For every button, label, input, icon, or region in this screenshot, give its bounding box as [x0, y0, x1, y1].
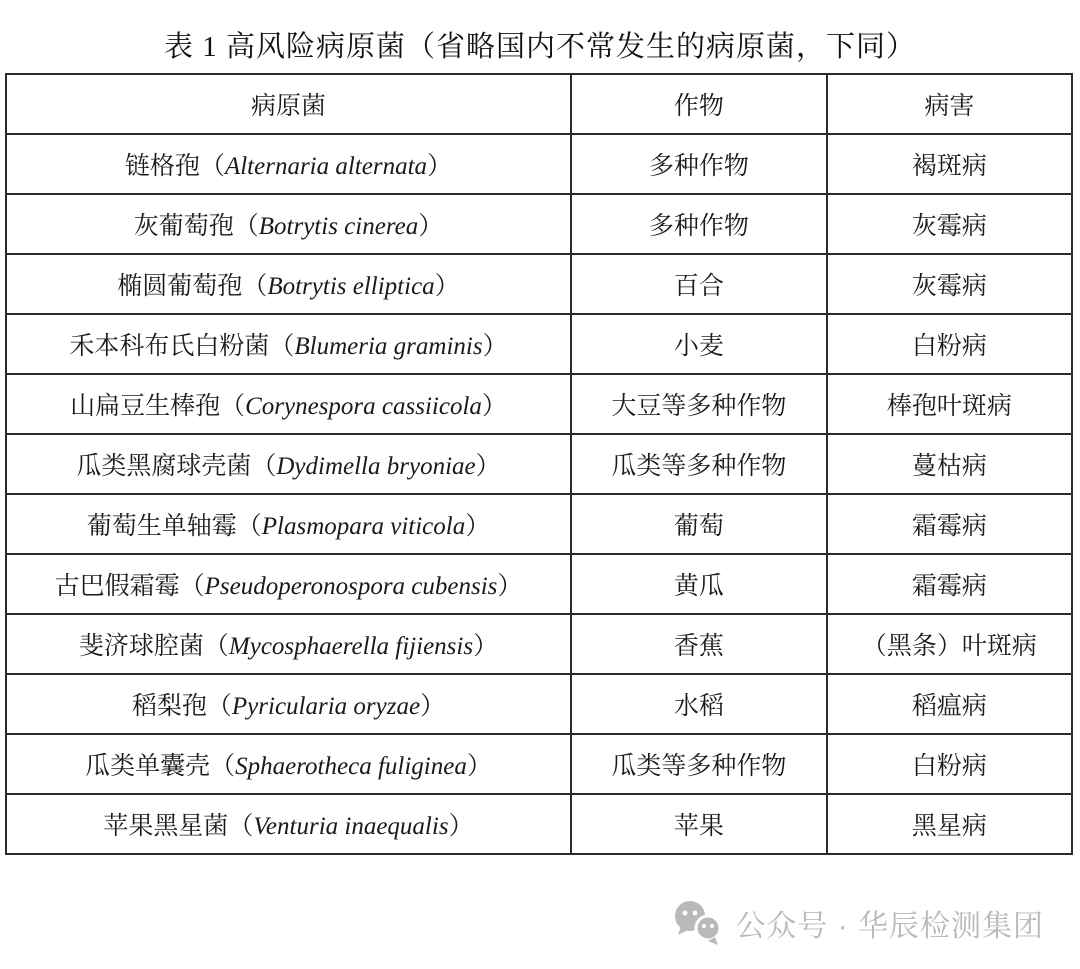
- pathogen-name-latin: Plasmopara viticola: [261, 513, 466, 540]
- pathogen-name-cn: 禾本科布氏白粉菌: [69, 333, 270, 360]
- paren-open: （: [199, 153, 225, 180]
- pathogen-name-cn: 山扁豆生棒孢: [70, 393, 221, 420]
- pathogen-cell: [6, 314, 571, 374]
- paren-open: （: [210, 753, 236, 780]
- disease-cell: 白粉病: [827, 314, 1072, 374]
- disease-cell: 白粉病: [827, 734, 1072, 794]
- crop-cell: 小麦: [571, 314, 827, 374]
- paren-close: ）: [418, 213, 444, 240]
- table-row: [6, 314, 1072, 374]
- pathogen-name-latin: Botrytis elliptica: [267, 273, 435, 300]
- crop-cell: 百合: [571, 254, 827, 314]
- pathogen-cell: [6, 134, 571, 194]
- disease-cell: 霜霉病: [827, 554, 1072, 614]
- pathogen-cell: [6, 554, 571, 614]
- pathogen-name-latin: Pseudoperonospora cubensis: [204, 573, 498, 600]
- table-row: [6, 374, 1072, 434]
- col-header-disease: 病害: [827, 74, 1072, 134]
- disease-cell: 棒孢叶斑病: [827, 374, 1072, 434]
- header-row: [6, 74, 1072, 134]
- pathogen-name-latin: Blumeria graminis: [294, 333, 483, 360]
- pathogen-cell: [6, 374, 571, 434]
- pathogen-name-cn: 苹果黑星菌: [103, 813, 229, 840]
- crop-cell: 水稻: [571, 674, 827, 734]
- paren-close: ）: [465, 513, 491, 540]
- pathogen-name-cn: 瓜类黑腐球壳菌: [76, 453, 252, 480]
- crop-cell: 瓜类等多种作物: [571, 434, 827, 494]
- crop-cell: 多种作物: [571, 194, 827, 254]
- paren-close: ）: [475, 453, 501, 480]
- pathogen-name-cn: 葡萄生单轴霉: [86, 513, 237, 540]
- paren-close: ）: [434, 273, 460, 300]
- pathogen-cell: [6, 614, 571, 674]
- table-title: 表 1 高风险病原菌（省略国内不常发生的病原菌，下同）: [163, 31, 916, 63]
- pathogen-cell: [6, 674, 571, 734]
- disease-cell: 稻瘟病: [827, 674, 1072, 734]
- crop-cell: 大豆等多种作物: [571, 374, 827, 434]
- pathogen-name-latin: Corynespora cassiicola: [245, 393, 482, 420]
- paren-open: （: [228, 813, 254, 840]
- paren-close: ）: [482, 333, 508, 360]
- disease-cell: 褐斑病: [827, 134, 1072, 194]
- disease-cell: 霜霉病: [827, 494, 1072, 554]
- paren-open: （: [242, 273, 268, 300]
- pathogen-name-cn: 瓜类单囊壳: [85, 753, 211, 780]
- table-row: [6, 794, 1072, 854]
- table-row: [6, 614, 1072, 674]
- paren-close: ）: [420, 693, 446, 720]
- pathogen-cell: [6, 194, 571, 254]
- pathogen-name-cn: 古巴假霜霉: [54, 573, 180, 600]
- pathogen-name-latin: Alternaria alternata: [224, 153, 428, 180]
- table-row: [6, 734, 1072, 794]
- pathogen-name-cn: 椭圆葡萄孢: [117, 273, 243, 300]
- pathogen-name-cn: 斐济球腔菌: [78, 633, 204, 660]
- watermark-text: 公众号 · 华辰检测集团: [735, 910, 1044, 943]
- table-row: [6, 134, 1072, 194]
- table-row: [6, 434, 1072, 494]
- pathogen-name-cn: 稻梨孢: [131, 693, 207, 720]
- table-row: [6, 194, 1072, 254]
- pathogen-cell: [6, 734, 571, 794]
- disease-cell: 灰霉病: [827, 194, 1072, 254]
- pathogen-name-latin: Venturia inaequalis: [253, 813, 449, 840]
- pathogen-name-cn: 链格孢: [124, 153, 200, 180]
- crop-cell: 苹果: [571, 794, 827, 854]
- disease-cell: 灰霉病: [827, 254, 1072, 314]
- table-row: [6, 494, 1072, 554]
- pathogen-cell: [6, 494, 571, 554]
- pathogen-table: [5, 73, 1073, 855]
- paren-open: （: [220, 393, 246, 420]
- pathogen-cell: [6, 794, 571, 854]
- crop-cell: 多种作物: [571, 134, 827, 194]
- table-row: [6, 554, 1072, 614]
- pathogen-cell: [6, 434, 571, 494]
- table-row: [6, 674, 1072, 734]
- crop-cell: 香蕉: [571, 614, 827, 674]
- pathogen-name-latin: Dydimella bryoniae: [276, 453, 476, 480]
- crop-cell: 葡萄: [571, 494, 827, 554]
- paren-open: （: [269, 333, 295, 360]
- col-header-pathogen: 病原菌: [6, 74, 571, 134]
- crop-cell: 黄瓜: [571, 554, 827, 614]
- paren-open: （: [206, 693, 232, 720]
- watermark: [671, 900, 1044, 946]
- pathogen-name-latin: Botrytis cinerea: [258, 213, 419, 240]
- pathogen-name-latin: Sphaerotheca fuliginea: [235, 753, 467, 780]
- paren-close: ）: [427, 153, 453, 180]
- paren-open: （: [179, 573, 205, 600]
- col-header-crop: 作物: [571, 74, 827, 134]
- disease-cell: 黑星病: [827, 794, 1072, 854]
- paren-open: （: [203, 633, 229, 660]
- paren-close: ）: [497, 573, 523, 600]
- paren-close: ）: [448, 813, 474, 840]
- paren-open: （: [233, 213, 259, 240]
- pathogen-name-latin: Mycosphaerella fijiensis: [228, 633, 474, 660]
- paren-close: ）: [466, 753, 492, 780]
- disease-cell: 蔓枯病: [827, 434, 1072, 494]
- pathogen-name-latin: Pyricularia oryzae: [231, 693, 421, 720]
- pathogen-name-cn: 灰葡萄孢: [133, 213, 234, 240]
- table-row: [6, 254, 1072, 314]
- pathogen-cell: [6, 254, 571, 314]
- wechat-icon: [671, 900, 723, 946]
- crop-cell: 瓜类等多种作物: [571, 734, 827, 794]
- paren-open: （: [236, 513, 262, 540]
- paren-close: ）: [473, 633, 499, 660]
- paren-open: （: [251, 453, 277, 480]
- disease-cell: （黑条）叶斑病: [827, 614, 1072, 674]
- paren-close: ）: [481, 393, 507, 420]
